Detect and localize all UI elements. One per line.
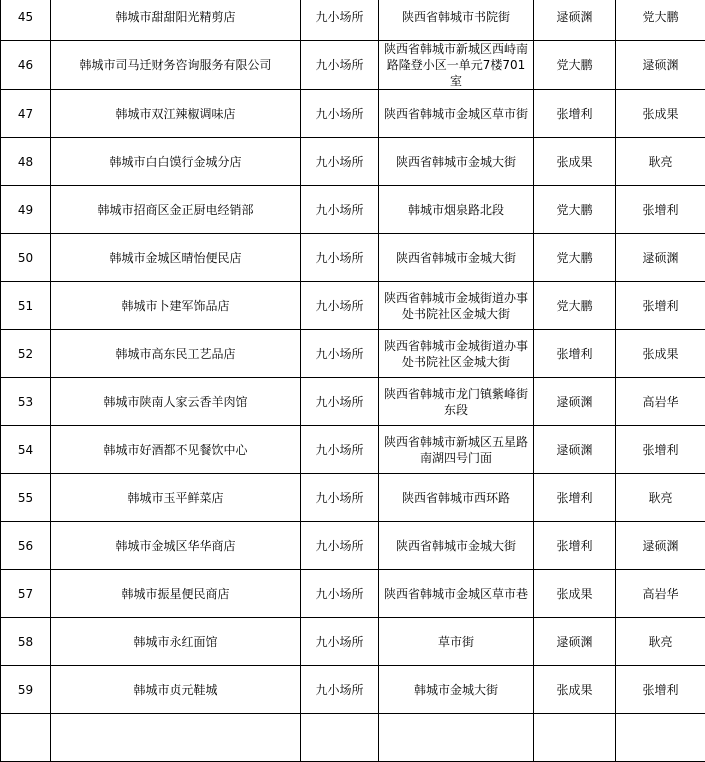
empty-cell[interactable]: [1, 714, 51, 762]
cell-place-type[interactable]: 九小场所: [301, 330, 379, 378]
cell-responsible-1[interactable]: 张成果: [534, 570, 616, 618]
cell-responsible-2[interactable]: 逯硕渊: [616, 41, 705, 90]
cell-shop-name[interactable]: 韩城市金城区华华商店: [51, 522, 301, 570]
cell-place-type[interactable]: 九小场所: [301, 234, 379, 282]
cell-number[interactable]: 57: [1, 570, 51, 618]
cell-place-type[interactable]: 九小场所: [301, 474, 379, 522]
cell-address[interactable]: 陕西省韩城市金城大街: [379, 522, 534, 570]
table-body: [1, 0, 705, 762]
cell-responsible-1[interactable]: 张增利: [534, 90, 616, 138]
cell-number[interactable]: 54: [1, 426, 51, 474]
cell-address[interactable]: 陕西省韩城市金城街道办事处书院社区金城大街: [379, 330, 534, 378]
table-row: [1, 570, 705, 618]
cell-responsible-2[interactable]: 逯硕渊: [616, 522, 705, 570]
cell-number[interactable]: 49: [1, 186, 51, 234]
cell-place-type[interactable]: 九小场所: [301, 522, 379, 570]
cell-shop-name[interactable]: 韩城市金城区晴怡便民店: [51, 234, 301, 282]
cell-shop-name[interactable]: 韩城市高东民工艺品店: [51, 330, 301, 378]
cell-responsible-1[interactable]: 张增利: [534, 330, 616, 378]
cell-number[interactable]: 45: [1, 0, 51, 41]
cell-place-type[interactable]: 九小场所: [301, 666, 379, 714]
cell-place-type[interactable]: 九小场所: [301, 618, 379, 666]
table-row: [1, 618, 705, 666]
cell-number[interactable]: 51: [1, 282, 51, 330]
cell-responsible-1[interactable]: 张成果: [534, 666, 616, 714]
table-row: [1, 378, 705, 426]
table-row: [1, 41, 705, 90]
cell-responsible-1[interactable]: 党大鹏: [534, 41, 616, 90]
empty-cell[interactable]: [534, 714, 616, 762]
cell-place-type[interactable]: 九小场所: [301, 41, 379, 90]
cell-place-type[interactable]: 九小场所: [301, 570, 379, 618]
cell-responsible-1[interactable]: 逯硕渊: [534, 618, 616, 666]
cell-shop-name[interactable]: 韩城市招商区金正厨电经销部: [51, 186, 301, 234]
table-row: [1, 186, 705, 234]
cell-number[interactable]: 48: [1, 138, 51, 186]
cell-responsible-1[interactable]: 逯硕渊: [534, 426, 616, 474]
cell-place-type[interactable]: 九小场所: [301, 426, 379, 474]
cell-address[interactable]: 陕西省韩城市金城区草市巷: [379, 570, 534, 618]
cell-address[interactable]: 陕西省韩城市金城区草市街: [379, 90, 534, 138]
cell-shop-name[interactable]: 韩城市玉平鲜菜店: [51, 474, 301, 522]
cell-shop-name[interactable]: 韩城市永红面馆: [51, 618, 301, 666]
cell-responsible-2[interactable]: 张增利: [616, 666, 705, 714]
cell-responsible-1[interactable]: 张增利: [534, 474, 616, 522]
cell-number[interactable]: 59: [1, 666, 51, 714]
cell-responsible-2[interactable]: 高岩华: [616, 570, 705, 618]
cell-address[interactable]: 陕西省韩城市新城区五星路南湖四号门面: [379, 426, 534, 474]
cell-responsible-1[interactable]: 党大鹏: [534, 234, 616, 282]
cell-place-type[interactable]: 九小场所: [301, 378, 379, 426]
cell-shop-name[interactable]: 韩城市振星便民商店: [51, 570, 301, 618]
cell-place-type[interactable]: 九小场所: [301, 138, 379, 186]
cell-address[interactable]: 陕西省韩城市新城区西峙南路隆登小区一单元7楼701室: [379, 41, 534, 90]
cell-shop-name[interactable]: 韩城市司马迁财务咨询服务有限公司: [51, 41, 301, 90]
cell-responsible-1[interactable]: 党大鹏: [534, 282, 616, 330]
cell-address[interactable]: 陕西省韩城市金城大街: [379, 234, 534, 282]
cell-responsible-2[interactable]: 党大鹏: [616, 0, 705, 41]
cell-address[interactable]: 草市街: [379, 618, 534, 666]
cell-responsible-2[interactable]: 耿亮: [616, 474, 705, 522]
cell-responsible-2[interactable]: 张增利: [616, 186, 705, 234]
table-row: [1, 90, 705, 138]
cell-responsible-1[interactable]: 张成果: [534, 138, 616, 186]
cell-number[interactable]: 56: [1, 522, 51, 570]
cell-responsible-2[interactable]: 高岩华: [616, 378, 705, 426]
cell-responsible-2[interactable]: 张增利: [616, 282, 705, 330]
table-row: [1, 426, 705, 474]
cell-address[interactable]: 陕西省韩城市龙门镇紫峰街东段: [379, 378, 534, 426]
cell-number[interactable]: 47: [1, 90, 51, 138]
cell-number[interactable]: 52: [1, 330, 51, 378]
table-row: [1, 714, 705, 762]
cell-responsible-1[interactable]: 党大鹏: [534, 186, 616, 234]
cell-number[interactable]: 53: [1, 378, 51, 426]
cell-number[interactable]: 46: [1, 41, 51, 90]
cell-address[interactable]: 陕西省韩城市金城街道办事处书院社区金城大街: [379, 282, 534, 330]
cell-number[interactable]: 55: [1, 474, 51, 522]
cell-responsible-1[interactable]: 逯硕渊: [534, 0, 616, 41]
empty-cell[interactable]: [301, 714, 379, 762]
empty-cell[interactable]: [616, 714, 705, 762]
table-row: [1, 234, 705, 282]
table-row: [1, 666, 705, 714]
cell-responsible-2[interactable]: 逯硕渊: [616, 234, 705, 282]
table-row: [1, 138, 705, 186]
cell-shop-name[interactable]: 韩城市好酒都不见餐饮中心: [51, 426, 301, 474]
cell-number[interactable]: 50: [1, 234, 51, 282]
table-row: [1, 522, 705, 570]
table-row: [1, 282, 705, 330]
cell-place-type[interactable]: 九小场所: [301, 186, 379, 234]
cell-place-type[interactable]: 九小场所: [301, 90, 379, 138]
table-row: [1, 474, 705, 522]
cell-place-type[interactable]: 九小场所: [301, 0, 379, 41]
cell-address[interactable]: 韩城市金城大街: [379, 666, 534, 714]
table-row: [1, 330, 705, 378]
cell-address[interactable]: 陕西省韩城市金城大街: [379, 138, 534, 186]
cell-shop-name[interactable]: 韩城市甜甜阳光精剪店: [51, 0, 301, 41]
cell-shop-name[interactable]: 韩城市卜建军饰品店: [51, 282, 301, 330]
cell-shop-name[interactable]: 韩城市贞元鞋城: [51, 666, 301, 714]
cell-address[interactable]: 韩城市烟泉路北段: [379, 186, 534, 234]
cell-number[interactable]: 58: [1, 618, 51, 666]
cell-responsible-2[interactable]: 耿亮: [616, 618, 705, 666]
cell-responsible-1[interactable]: 张增利: [534, 522, 616, 570]
cell-address[interactable]: 陕西省韩城市西环路: [379, 474, 534, 522]
cell-responsible-2[interactable]: 张成果: [616, 90, 705, 138]
cell-place-type[interactable]: 九小场所: [301, 282, 379, 330]
cell-shop-name[interactable]: 韩城市双江辣椒调味店: [51, 90, 301, 138]
empty-cell[interactable]: [51, 714, 301, 762]
cell-responsible-2[interactable]: 张增利: [616, 426, 705, 474]
cell-responsible-1[interactable]: 逯硕渊: [534, 378, 616, 426]
cell-responsible-2[interactable]: 张成果: [616, 330, 705, 378]
cell-shop-name[interactable]: 韩城市白白馍行金城分店: [51, 138, 301, 186]
cell-address[interactable]: 陕西省韩城市书院街: [379, 0, 534, 41]
table-row: [1, 0, 705, 41]
empty-cell[interactable]: [379, 714, 534, 762]
cell-shop-name[interactable]: 韩城市陕南人家云香羊肉馆: [51, 378, 301, 426]
cell-responsible-2[interactable]: 耿亮: [616, 138, 705, 186]
